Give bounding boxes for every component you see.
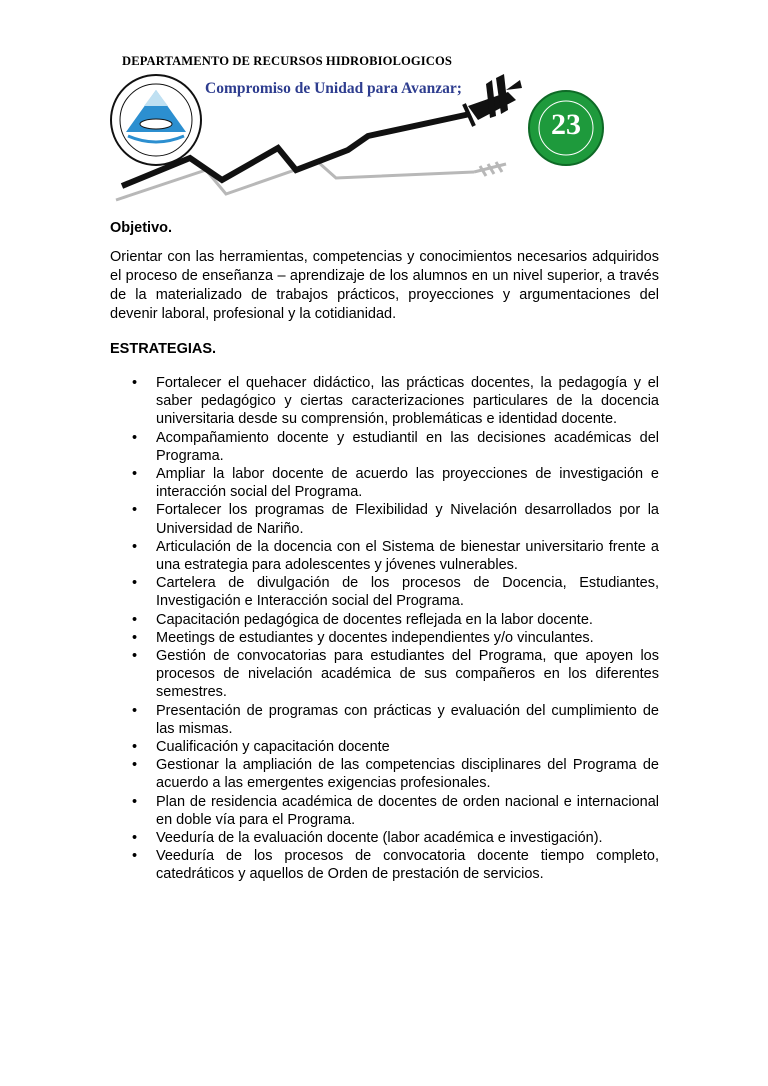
header-graphic bbox=[108, 44, 620, 216]
list-item-text: Veeduría de la evaluación docente (labor académica e investigación). bbox=[156, 830, 603, 847]
bullet-icon: • bbox=[132, 538, 138, 555]
list-item-text: Meetings de estudiantes y docentes independientes y/o vinculantes. bbox=[156, 629, 594, 646]
bullet-icon: • bbox=[132, 793, 138, 810]
objective-paragraph: Orientar con las herramientas, competencias y conocimientos necesarios adquiridos el proceso de enseñanza – aprendizaje de los alumnos en un nivel superior, a través de la materializado de trabajos prácticos, proyecciones y argumentaciones del devenir laboral, profesional y la cotidianidad. bbox=[110, 249, 659, 322]
bullet-icon: • bbox=[132, 848, 138, 865]
objective-heading: Objetivo. bbox=[110, 220, 173, 236]
list-item-text: Acompañamiento docente y estudiantil en las decisiones académicas del Programa. bbox=[156, 429, 659, 464]
bullet-icon: • bbox=[132, 739, 138, 756]
list-item-text: Capacitación pedagógica de docentes reflejada en la labor docente. bbox=[156, 611, 593, 628]
bullet-icon: • bbox=[132, 575, 138, 592]
department-title: DEPARTAMENTO DE RECURSOS HIDROBIOLOGICOS bbox=[122, 54, 452, 68]
list-item-text: Gestión de convocatorias para estudiantes del Programa, que apoyen los procesos de nivelación académica de sus compañeros en los diferentes semestres. bbox=[156, 648, 659, 701]
bullet-icon: • bbox=[132, 466, 138, 483]
list-item bbox=[110, 574, 659, 610]
bullet-icon: • bbox=[132, 611, 138, 628]
list-item bbox=[110, 374, 659, 429]
bullet-icon: • bbox=[132, 375, 138, 391]
bullet-icon: • bbox=[132, 757, 138, 774]
list-item-text: Articulación de la docencia con el Sistema de bienestar universitario frente a una estrategia para adolescentes y jóvenes vulnerables. bbox=[156, 538, 659, 574]
list-item bbox=[110, 738, 659, 756]
strategies-list bbox=[110, 374, 659, 884]
list-item-text: Fortalecer el quehacer didáctico, las prácticas docentes, la pedagogía y el saber pedagógico y ciertas caracterizaciones particulares de la docencia universitaria desde su comprensión, problemáticas e identidad docente. bbox=[156, 375, 659, 428]
list-item bbox=[110, 793, 659, 829]
list-item bbox=[110, 611, 659, 629]
list-item-text: Cualificación y capacitación docente bbox=[156, 739, 390, 756]
list-item-text: Veeduría de los procesos de convocatoria docente tiempo completo, catedráticos y aquellos de Orden de prestación de servicios. bbox=[156, 848, 659, 883]
badge-number: 23 bbox=[551, 108, 581, 141]
list-item-text: Fortalecer los programas de Flexibilidad y Nivelación desarrollados por la Universidad de Nariño. bbox=[156, 502, 659, 537]
bullet-icon: • bbox=[132, 702, 138, 719]
university-seal-logo bbox=[111, 75, 201, 165]
list-item-text: Presentación de programas con prácticas y evaluación del cumplimiento de las mismas. bbox=[156, 702, 659, 737]
strategies-heading: ESTRATEGIAS. bbox=[110, 341, 217, 357]
list-item bbox=[110, 629, 659, 647]
list-item bbox=[110, 501, 659, 537]
bullet-icon: • bbox=[132, 830, 138, 847]
list-item-text: Cartelera de divulgación de los procesos de Docencia, Estudiantes, Investigación e Interacción social del Programa. bbox=[156, 575, 659, 610]
list-item bbox=[110, 465, 659, 501]
bullet-icon: • bbox=[132, 502, 138, 519]
bullet-icon: • bbox=[132, 429, 138, 446]
list-item bbox=[110, 647, 659, 702]
list-item bbox=[110, 702, 659, 738]
gray-arrow-head bbox=[474, 162, 506, 176]
list-item bbox=[110, 829, 659, 847]
bullet-icon: • bbox=[132, 629, 138, 646]
slogan-text: Compromiso de Unidad para Avanzar; bbox=[205, 80, 462, 97]
list-item bbox=[110, 538, 659, 574]
list-item bbox=[110, 429, 659, 465]
list-item bbox=[110, 756, 659, 792]
black-arrow-head bbox=[464, 74, 522, 126]
bullet-icon: • bbox=[132, 648, 138, 665]
header-banner bbox=[108, 44, 620, 216]
list-item-text: Plan de residencia académica de docentes de orden nacional e internacional en doble vía para el Programa. bbox=[156, 793, 659, 828]
list-item-text: Ampliar la labor docente de acuerdo las proyecciones de investigación e interacción social del Programa. bbox=[156, 466, 659, 501]
list-item bbox=[110, 847, 659, 883]
list-item-text: Gestionar la ampliación de las competencias disciplinares del Programa de acuerdo a las emergentes exigencias profesionales. bbox=[156, 757, 659, 792]
